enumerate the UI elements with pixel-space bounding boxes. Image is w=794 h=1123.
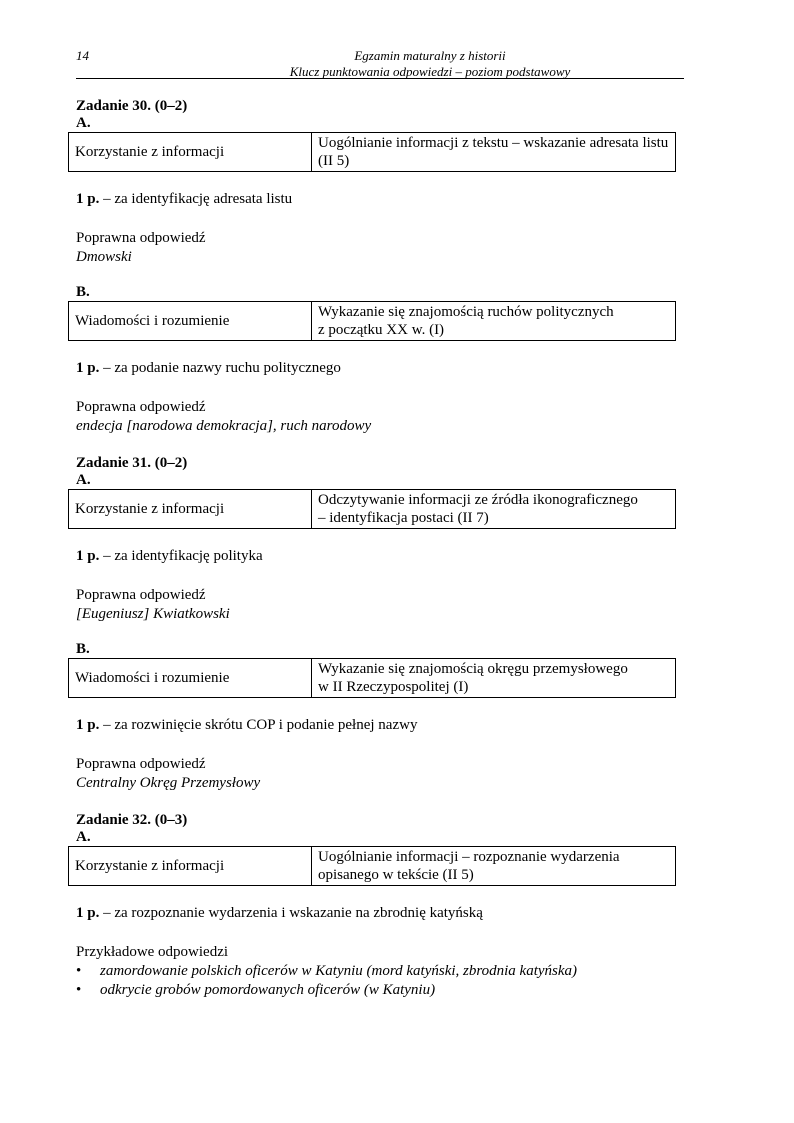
example-answers-list (76, 962, 684, 1000)
requirement-description (312, 847, 676, 886)
score-text: – za podanie nazwy ruchu politycznego (99, 360, 341, 376)
task-32-part-a (76, 829, 684, 1000)
page-header (76, 46, 684, 79)
requirement-area: Korzystanie z informacji (69, 490, 312, 529)
requirement-line1: Odczytywanie informacji ze źródła ikonograficznego (318, 492, 638, 508)
answer-label: Poprawna odpowiedź (76, 587, 206, 603)
page-number: 14 (76, 48, 89, 63)
score-points: 1 p. (76, 717, 100, 733)
header-titles (76, 48, 684, 80)
requirement-description (312, 302, 676, 341)
task-30 (76, 97, 684, 436)
part-label: A. (76, 472, 91, 488)
correct-answer: Dmowski (76, 249, 132, 265)
score-rule (76, 190, 684, 209)
correct-answer: [Eugeniusz] Kwiatkowski (76, 606, 230, 622)
requirement-table (68, 846, 676, 886)
correct-answer: Centralny Okręg Przemysłowy (76, 775, 261, 791)
answer-label: Poprawna odpowiedź (76, 756, 206, 772)
score-text: – za identyfikację polityka (99, 548, 263, 564)
score-rule (76, 716, 684, 735)
answer-label: Przykładowe odpowiedzi (76, 944, 229, 960)
score-text: – za rozwinięcie skrótu COP i podanie pełnej nazwy (99, 717, 418, 733)
requirement-area: Korzystanie z informacji (69, 847, 312, 886)
header-title-line2: Klucz punktowania odpowiedzi – poziom podstawowy (289, 64, 571, 79)
requirement-line1: Wykazanie się znajomością okręgu przemysłowego (318, 661, 628, 677)
task-title: Zadanie 30. (0–2) (76, 98, 188, 114)
score-rule (76, 359, 684, 378)
requirement-table (68, 658, 676, 698)
score-rule (76, 547, 684, 566)
requirement-line2: – identyfikacja postaci (II 7) (318, 510, 489, 526)
requirement-table (68, 132, 676, 172)
part-label: A. (76, 829, 91, 845)
requirement-table (68, 301, 676, 341)
score-text: – za rozpoznanie wydarzenia i wskazanie na zbrodnię katyńską (99, 905, 483, 921)
document-page (76, 46, 684, 1000)
task-30-part-a (76, 115, 684, 267)
answer-label: Poprawna odpowiedź (76, 399, 206, 415)
part-label: A. (76, 115, 91, 131)
task-31 (76, 454, 684, 793)
task-title: Zadanie 32. (0–3) (76, 812, 188, 828)
requirement-line2: w II Rzeczypospolitej (I) (318, 679, 469, 695)
list-item: • odkrycie grobów pomordowanych oficerów (w Katyniu) (76, 981, 684, 1000)
task-32 (76, 811, 684, 1000)
header-title-line1: Egzamin maturalny z historii (354, 48, 506, 63)
requirement-area: Korzystanie z informacji (69, 133, 312, 172)
task-title: Zadanie 31. (0–2) (76, 455, 188, 471)
score-text: – za identyfikację adresata listu (99, 191, 293, 207)
requirement-description (312, 659, 676, 698)
requirement-area: Wiadomości i rozumienie (69, 659, 312, 698)
task-30-part-b (76, 284, 684, 436)
requirement-line1: Wykazanie się znajomością ruchów politycznych (318, 304, 614, 320)
requirement-description: Uogólnianie informacji z tekstu – wskazanie adresata listu (II 5) (312, 133, 676, 172)
score-points: 1 p. (76, 548, 100, 564)
task-31-part-a (76, 472, 684, 624)
answer-label: Poprawna odpowiedź (76, 230, 206, 246)
score-points: 1 p. (76, 905, 100, 921)
requirement-area: Wiadomości i rozumienie (69, 302, 312, 341)
requirement-line1: Uogólnianie informacji – rozpoznanie wydarzenia (318, 849, 620, 865)
score-points: 1 p. (76, 191, 100, 207)
list-item: • zamordowanie polskich oficerów w Katyniu (mord katyński, zbrodnia katyńska) (76, 962, 684, 981)
task-31-part-b (76, 641, 684, 793)
requirement-table (68, 489, 676, 529)
score-rule (76, 904, 684, 923)
correct-answer: endecja [narodowa demokracja], ruch narodowy (76, 418, 372, 434)
requirement-description (312, 490, 676, 529)
part-label: B. (76, 284, 90, 300)
part-label: B. (76, 641, 90, 657)
score-points: 1 p. (76, 360, 100, 376)
requirement-line2: z początku XX w. (I) (318, 322, 445, 338)
requirement-line2: opisanego w tekście (II 5) (318, 867, 474, 883)
